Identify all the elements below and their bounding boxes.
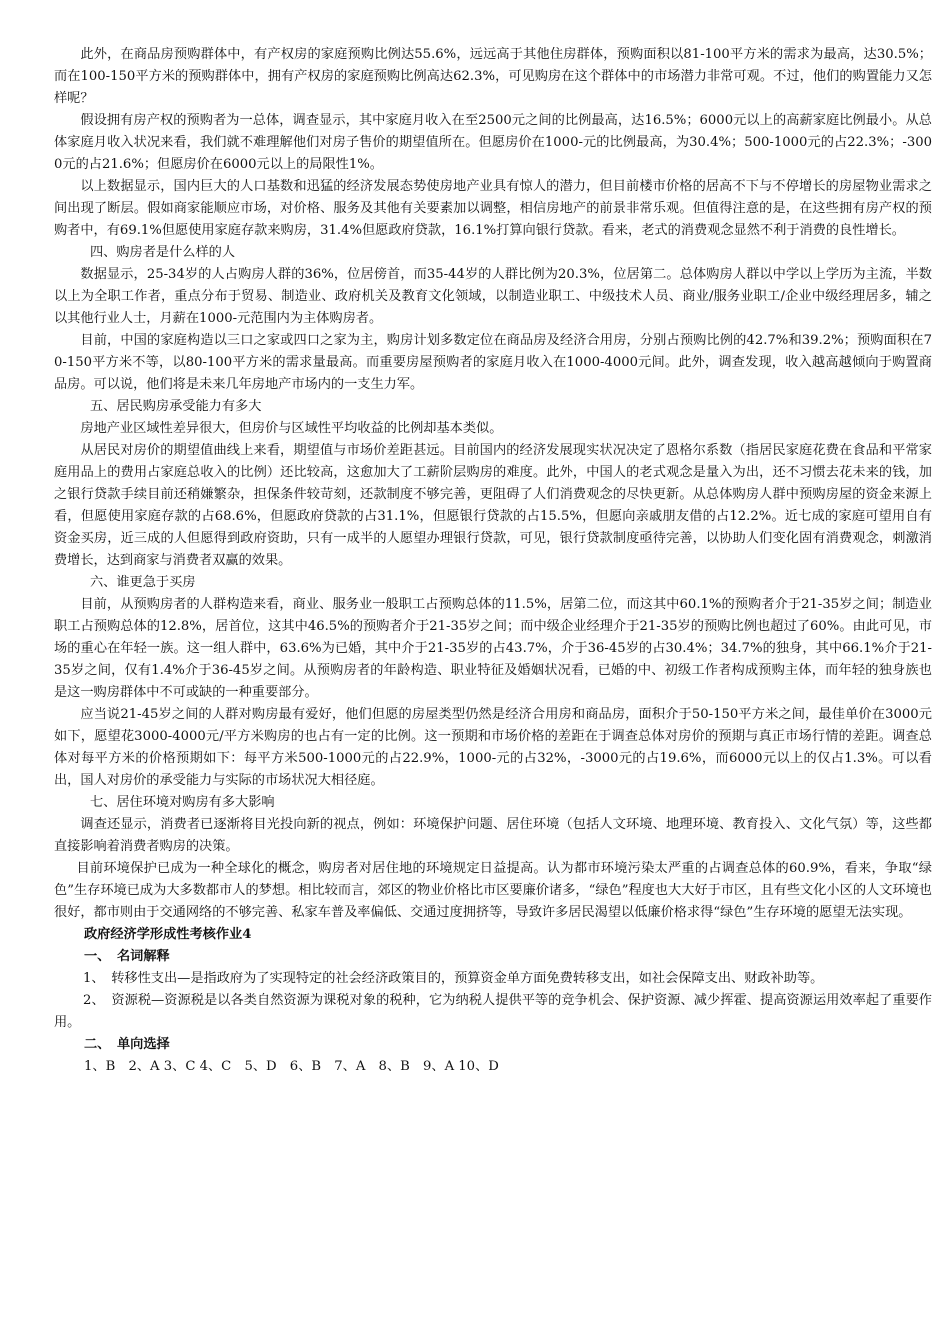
paragraph-affordability: 从居民对房价的期望值曲线上来看，期望值与市场价差距甚远。目前国内的经济发展现实状况决定了恩格尔系数（指居民家庭花费在食品和平常家庭用品上的费用占家庭总收入的比例）还比较高，这愈加大了工薪阶层购房的难度。此外，中国人的老式观念是量入为出，还不习惯去花未来的钱，加之银行贷款手续目前还稍嫌繁杂，担保条件较苛刻，还款制度不够完善，更阻碍了人们消费观念的尽快更新。从总体购房人群中预购房屋的资金来源上看，但愿使用家庭存款的占68.6%，但愿政府贷款的占31.1%，但愿银行贷款的占15.5%，但愿向亲戚朋友借的占12.2%。近七成的家庭可望用自有资金买房，近三成的人但愿得到政府资助，只有一成半的人愿望办理银行贷款，可见，银行贷款制度亟待完善，以协助人们变化固有消费观念，刺激消费增长，达到商家与消费者双赢的效果。: [54, 443, 932, 568]
paragraph-market-potential: 以上数据显示，国内巨大的人口基数和迅猛的经济发展态势使房地产业具有惊人的潜力，但目前楼市价格的居高不下与不停增长的房屋物业需求之间出现了断层。假如商家能顺应市场，对价格、服务及其他有关要素加以调整，相信房地产的前景非常乐观。但值得注意的是，在这些拥有房产权的预购者中，有69.1%但愿使用家庭存款来购房，31.4%但愿政府贷款，16.1%打算向银行贷款。看来，老式的消费观念显然不利于消费的良性增长。: [54, 179, 932, 238]
paragraph-income-expectations: 假设拥有房产权的预购者为一总体，调查显示，其中家庭月收入在至2500元之间的比例最高，达16.5%；6000元以上的高薪家庭比例最小。从总体家庭月收入状况来看，我们就不难理解他们对房子售价的期望值所在。但愿房价在1000-元的比例最高，为30.4%；500-1000元的占22.3%；-3000元的占21.6%；但愿房价在6000元以上的局限性1%。: [54, 113, 932, 172]
paragraph-price-expectation: 应当说21-45岁之间的人群对购房最有爱好，他们但愿的房屋类型仍然是经济合用房和商品房，面积介于50-150平方米之间，最佳单价在3000元如下，愿望花3000-4000元/平方米购房的也占有一定的比例。这一预期和市场价格的差距在于调查总体对房价的预期与真正市场行情的差距。调查总体对每平方米的价格预期如下：每平方米500-1000元的占22.9%，1000-元的占32%，-3000元的占19.6%，而6000元以上的仅占1.3%。可以看出，国人对房价的承受能力与实际的市场状况大相径庭。: [54, 707, 932, 788]
section-heading-4: 四、购房者是什么样的人: [90, 245, 236, 260]
document-page: [54, 44, 932, 1078]
section-heading-6: 六、谁更急于买房: [90, 575, 196, 590]
definition-resource-tax: 2、 资源税—资源税是以各类自然资源为课税对象的税种，它为纳税人提供平等的竞争机会、保护资源、减少挥霍、提高资源运用效率起了重要作用。: [54, 993, 932, 1030]
single-choice-answers: 1、B 2、A 3、C 4、C 5、D 6、B 7、A 8、B 9、A 10、D: [84, 1059, 499, 1074]
section-heading-7: 七、居住环境对购房有多大影响: [90, 795, 275, 810]
definition-transfer-expenditure: 1、 转移性支出—是指政府为了实现特定的社会经济政策目的，预算资金单方面免费转移支出，如社会保障支出、财政补助等。: [83, 971, 824, 986]
assignment-title: 政府经济学形成性考核作业4: [84, 927, 252, 942]
paragraph-buyer-profile: 数据显示，25-34岁的人占购房人群的36%，位居傍首，而35-44岁的人群比例为20.3%，位居第二。总体购房人群以中学以上学历为主流，半数以上为全职工作者，重点分布于贸易、制造业、政府机关及教育文化领域，以制造业职工、中级技术人员、商业/服务业职工/企业中级经理居多，辅之以其他行业人士，月薪在1000-元范围内为主体购房者。: [54, 267, 932, 326]
paragraph-regional-difference: 房地产业区域性差异很大，但房价与区域性平均收益的比例却基本类似。: [80, 421, 503, 436]
paragraph-green-environment: 目前环境保护已成为一种全球化的概念，购房者对居住地的环境规定日益提高。认为都市环境污染太严重的占调查总体的60.9%，看来，争取“绿色”生存环境已成为大多数都市人的梦想。相比较而言，郊区的物业价格比市区要廉价诸多，“绿色”程度也大大好于市区，且有些文化小区的人文环境也很好，都市则由于交通网络的不够完善、私家车普及率偏低、交通过度拥挤等，导致许多居民渴望以低廉价格求得“绿色”生存环境的愿望无法实现。: [54, 861, 932, 920]
section-heading-5: 五、居民购房承受能力有多大: [90, 399, 262, 414]
section-term-definitions: 一、 名词解释: [84, 949, 170, 964]
paragraph-buyer-structure: 目前，从预购房者的人群构造来看，商业、服务业一般职工占预购总体的11.5%，居第二位，而这其中60.1%的预购者介于21-35岁之间；制造业职工占预购总体的12.8%，居首位，这其中46.5%的预购者介于21-35岁之间；而中级企业经理介于21-35岁的预购比例也超过了60%。由此可见，市场的重心在年轻一族。这一组人群中，63.6%为已婚，其中介于21-35岁的占43.7%，介于36-45岁的占30.4%；34.7%的独身，其中66.1%介于21-35岁之间，仅有1.4%介于36-45岁之间。从预购房者的年龄构造、职业特征及婚姻状况看，已婚的中、初级工作者构成预购主体，而年轻的独身族也是这一购房群体中不可或缺的一种重要部分。: [54, 597, 932, 700]
section-single-choice: 二、 单向选择: [84, 1037, 170, 1052]
paragraph-environment-focus: 调查还显示，消费者已逐渐将目光投向新的视点，例如：环境保护问题、居住环境（包括人文环境、地理环境、教育投入、文化气氛）等，这些都直接影响着消费者购房的决策。: [54, 817, 932, 854]
paragraph-family-structure: 目前，中国的家庭构造以三口之家或四口之家为主，购房计划多数定位在商品房及经济合用房，分别占预购比例的42.7%和39.2%；预购面积在70-150平方米不等，以80-100平方米的需求量最高。而重要房屋预购者的家庭月收入在1000-4000元间。此外，调查发现，收入越高越倾向于购置商品房。可以说，他们将是未来几年房地产市场内的一支生力军。: [54, 333, 932, 392]
paragraph-property-owners: 此外，在商品房预购群体中，有产权房的家庭预购比例达55.6%，远远高于其他住房群体，预购面积以81-100平方米的需求为最高，达30.5%；而在100-150平方米的预购群体中，拥有产权房的家庭预购比例高达62.3%，可见购房在这个群体中的市场潜力非常可观。不过，他们的购置能力又怎样呢？: [54, 47, 932, 106]
